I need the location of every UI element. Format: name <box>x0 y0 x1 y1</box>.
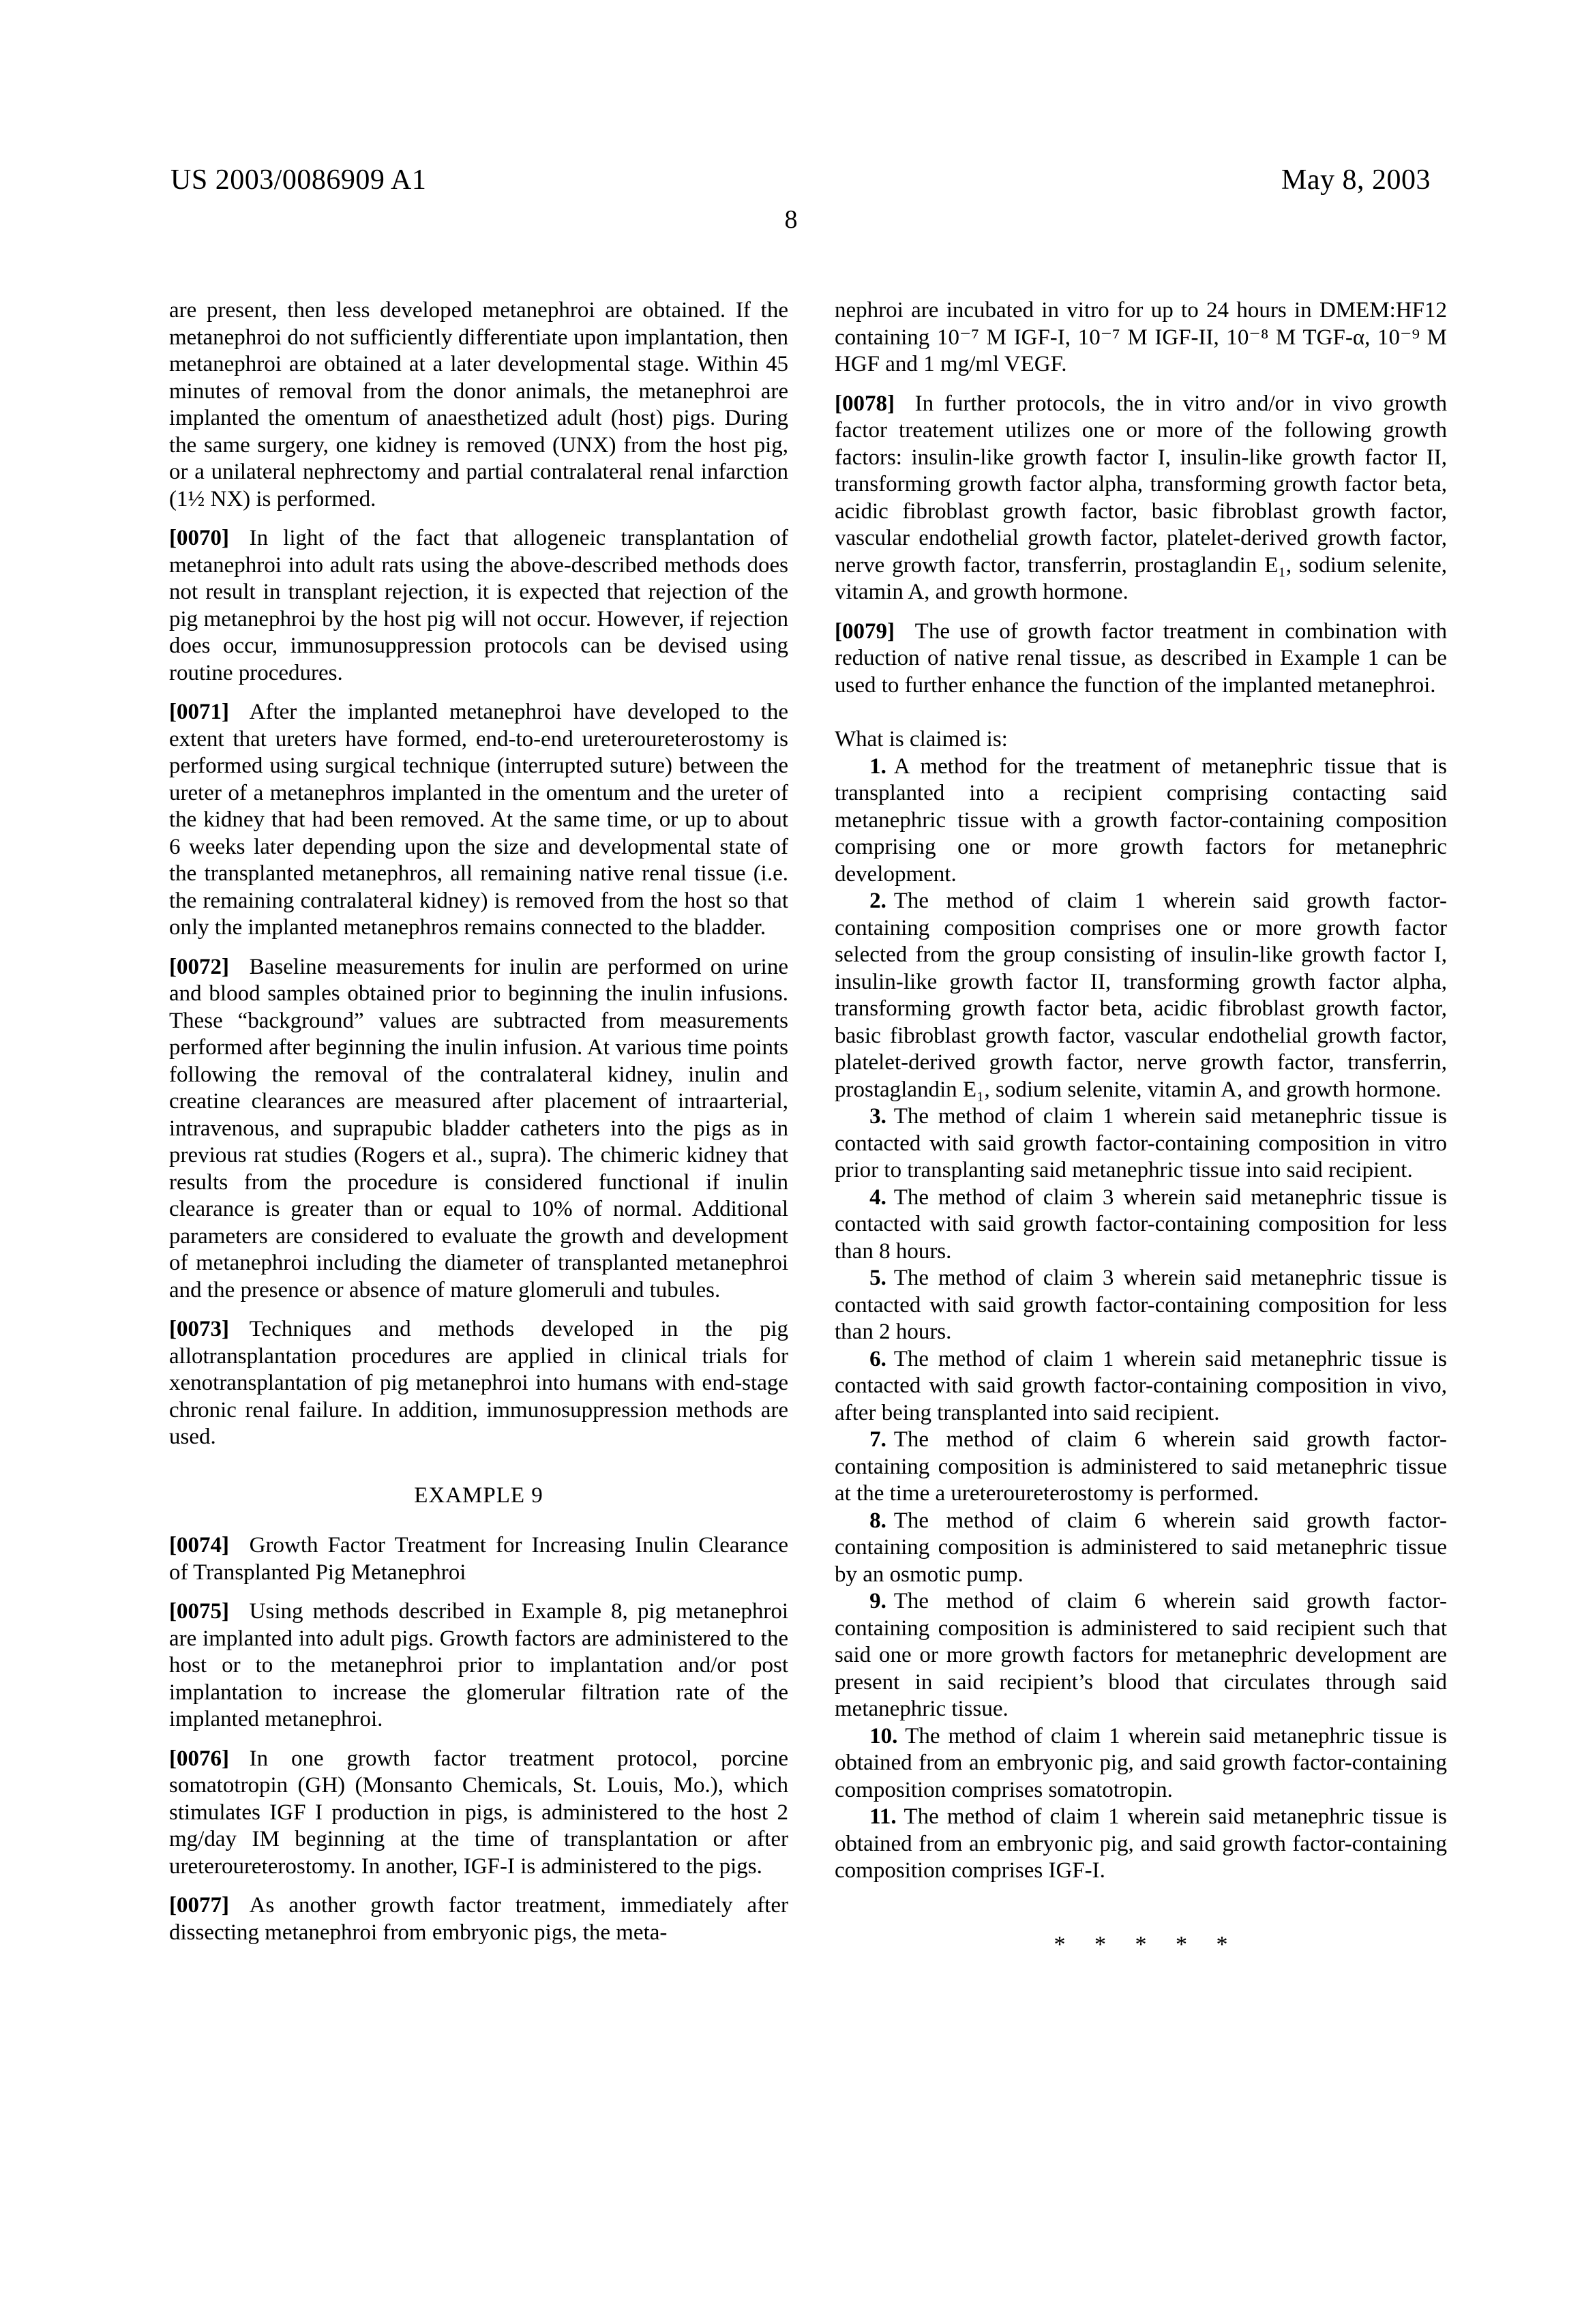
claim-text: The method of claim 1 wherein said metanephric tissue is contacted with said growth factor-containing composition in vitro prior to transplanting said metanephric tissue into said recipient. <box>835 1104 1447 1182</box>
end-of-claims-asterisks: * * * * * <box>1054 1931 1228 1957</box>
claim-1 <box>835 754 1447 889</box>
paragraph-0073 <box>169 1316 788 1451</box>
paragraph-text: Techniques and methods developed in the pig allotransplantation procedures are applied in clinical trials for xenotransplantation of pig metanephroi into humans with end-stage chronic renal failure. In addition, immunosuppression methods are used. <box>169 1317 788 1449</box>
paragraph-tag: [0078] <box>835 391 895 416</box>
claim-text: The method of claim 1 wherein said metanephric tissue is obtained from an embryonic pig, and said growth factor-containing composition comprises somatotropin. <box>835 1723 1447 1802</box>
claim-text: The method of claim 6 wherein said growth factor-containing composition is administered to said metanephric tissue by an osmotic pump. <box>835 1508 1447 1587</box>
publication-date: May 8, 2003 <box>1281 164 1431 196</box>
claim-8 <box>835 1508 1447 1589</box>
claim-text: The method of claim 6 wherein said growth factor-containing composition is administered to said recipient such that said one or more growth factors for metanephric development are present in said recipient’s blood that circulates through said metanephric tissue. <box>835 1589 1447 1721</box>
claim-number: 9. <box>869 1589 886 1613</box>
claim-number: 6. <box>869 1346 886 1371</box>
claim-text: A method for the treatment of metanephric tissue that is transplanted into a recipient comprising contacting said metanephric tissue with a growth factor-containing composition comprising one or more growth factors for metanephric development. <box>835 754 1447 887</box>
claim-number: 8. <box>869 1508 886 1533</box>
paragraph-tag: [0074] <box>169 1533 229 1558</box>
paragraph-0075 <box>169 1598 788 1733</box>
claim-number: 5. <box>869 1266 886 1290</box>
paragraph-tag: [0073] <box>169 1317 229 1341</box>
claim-2 <box>835 888 1447 1103</box>
claim-10 <box>835 1723 1447 1804</box>
paragraph-continuation-left <box>169 297 788 513</box>
claim-6 <box>835 1346 1447 1427</box>
paragraph-text: In further protocols, the in vitro and/or in vivo growth factor treatement utilizes one or more of the following growth factors: insulin-like growth factor I, insulin-like growth factor II, transforming growth factor alpha, transforming growth factor beta, acidic fibroblast growth factor, basic fibroblast growth factor, vascular endothelial growth factor, platelet-derived growth factor, nerve growth factor, transferrin, prostaglandin E₁, sodium selenite, vitamin A, and growth hormone. <box>835 391 1447 604</box>
claims-intro: What is claimed is: <box>835 727 1008 751</box>
claim-4 <box>835 1185 1447 1266</box>
paragraph-text: Using methods described in Example 8, pig metanephroi are implanted into adult pigs. Growth factors are administered to the host or to the metanephroi prior to implantation and/or post implantation to increase the glomerular filtration rate of the implanted metanephroi. <box>169 1599 788 1731</box>
paragraph-text: are present, then less developed metanephroi are obtained. If the metanephroi do not sufficiently differentiate upon implantation, then metanephroi are obtained at a later developmental stage. Within 45 minutes of removal from the donor animals, the metanephroi are implanted the omentum of anaesthetized adult (host) pigs. During the same surgery, one kidney is removed (UNX) from the host pig, or a unilateral nephrectomy and partial contralateral renal infarction (1½ NX) is performed. <box>169 298 788 511</box>
paragraph-0078 <box>835 391 1447 606</box>
paragraph-tag: [0079] <box>835 619 895 644</box>
left-column <box>169 297 788 1958</box>
claim-number: 10. <box>869 1723 898 1748</box>
claim-3 <box>835 1103 1447 1185</box>
paragraph-text: Baseline measurements for inulin are performed on urine and blood samples obtained prior to beginning the inulin infusions. These “background” values are subtracted from measurements performed after beginning the inulin infusion. At various time points following the removal of the contralateral kidney, inulin and creatine clearances are measured after placement of intraarterial, intravenous, and suprapubic bladder catheters into the pigs as in previous rat studies (Rogers et al., supra). The chimeric kidney that results from the procedure is considered functional if inulin clearance is greater than or equal to 10% of normal. Additional parameters are considered to evaluate the growth and development of metanephroi including the diameter of transplanted metanephroi and the presence or absence of mature glomeruli and tubules. <box>169 954 788 1302</box>
publication-number: US 2003/0086909 A1 <box>170 164 427 196</box>
paragraph-text: The use of growth factor treatment in combination with reduction of native renal tissue, as described in Example 1 can be used to further enhance the function of the implanted metanephroi. <box>835 619 1447 698</box>
paragraph-text: In one growth factor treatment protocol, porcine somatotropin (GH) (Monsanto Chemicals, St. Louis, Mo.), which stimulates IGF I production in pigs, is administered to the host 2 mg/day IM beginning at the time of transplantation or after ureteroureterostomy. In another, IGF-I is administered to the pigs. <box>169 1746 788 1879</box>
paragraph-tag: [0070] <box>169 526 229 550</box>
paragraph-text: After the implanted metanephroi have developed to the extent that ureters have formed, end-to-end ureteroureterostomy is performed using surgical technique (interrupted suture) between the ureter of a metanephros implanted in the omentum and the ureter of the kidney that had been removed. At the same time, or up to about 6 weeks later depending upon the size and developmental state of the transplanted metanephros, all remaining native renal tissue (i.e. the remaining contralateral kidney) is removed from the host so that only the implanted metanephros remains connected to the bladder. <box>169 700 788 940</box>
paragraph-0076 <box>169 1746 788 1881</box>
claim-number: 3. <box>869 1104 886 1129</box>
claim-9 <box>835 1588 1447 1723</box>
paragraph-continuation-right <box>835 297 1447 378</box>
claim-number: 11. <box>869 1804 897 1829</box>
claim-number: 7. <box>869 1427 886 1452</box>
claim-text: The method of claim 1 wherein said growth factor-containing composition comprises one or more growth factor selected from the group consisting of insulin-like growth factor I, insulin-like growth factor II, transforming growth factor alpha, transforming growth factor beta, acidic fibroblast growth factor, basic fibroblast growth factor, vascular endothelial growth factor, platelet-derived growth factor, nerve growth factor, transferrin, prostaglandin E₁, sodium selenite, vitamin A, and growth hormone. <box>835 889 1447 1102</box>
paragraph-text: In light of the fact that allogeneic transplantation of metanephroi into adult rats using the above-described methods does not result in transplant rejection, it is expected that rejection of the pig metanephroi by the host pig will not occur. However, if rejection does occur, immunosuppression protocols can be devised using routine procedures. <box>169 526 788 685</box>
paragraph-0072 <box>169 954 788 1305</box>
claim-text: The method of claim 1 wherein said metanephric tissue is obtained from an embryonic pig, and said growth factor-containing composition comprises IGF-I. <box>835 1804 1447 1883</box>
claim-text: The method of claim 6 wherein said growth factor-containing composition is administered to said metanephric tissue at the time a ureteroureterostomy is performed. <box>835 1427 1447 1506</box>
claim-number: 4. <box>869 1185 886 1210</box>
paragraph-0071 <box>169 699 788 942</box>
claim-5 <box>835 1265 1447 1346</box>
paragraph-0070 <box>169 525 788 687</box>
paragraph-tag: [0076] <box>169 1746 229 1771</box>
claim-11 <box>835 1804 1447 1885</box>
claim-number: 1. <box>869 754 886 779</box>
paragraph-text: As another growth factor treatment, immediately after dissecting metanephroi from embryonic pigs, the meta- <box>169 1893 788 1945</box>
paragraph-text: Growth Factor Treatment for Increasing Inulin Clearance of Transplanted Pig Metanephroi <box>169 1533 788 1585</box>
page-number: 8 <box>784 205 798 234</box>
example-9-heading: EXAMPLE 9 <box>414 1483 543 1508</box>
paragraph-0074 <box>169 1532 788 1586</box>
paragraph-tag: [0075] <box>169 1599 229 1624</box>
page-header <box>170 164 1431 196</box>
right-column <box>835 297 1447 1958</box>
claim-text: The method of claim 3 wherein said metanephric tissue is contacted with said growth factor-containing composition for less than 2 hours. <box>835 1266 1447 1344</box>
claim-text: The method of claim 3 wherein said metanephric tissue is contacted with said growth factor-containing composition for less than 8 hours. <box>835 1185 1447 1264</box>
paragraph-0079 <box>835 619 1447 700</box>
claim-number: 2. <box>869 889 886 913</box>
paragraph-text: nephroi are incubated in vitro for up to 24 hours in DMEM:HF12 containing 10⁻⁷ M IGF-I, 10⁻⁷ M IGF-II, 10⁻⁸ M TGF-α, 10⁻⁹ M HGF and 1 mg/ml VEGF. <box>835 298 1447 376</box>
claim-7 <box>835 1427 1447 1508</box>
paragraph-tag: [0071] <box>169 700 229 724</box>
paragraph-tag: [0072] <box>169 954 229 979</box>
claim-text: The method of claim 1 wherein said metanephric tissue is contacted with said growth factor-containing composition in vivo, after being transplanted into said recipient. <box>835 1346 1447 1425</box>
paragraph-0077 <box>169 1892 788 1946</box>
paragraph-tag: [0077] <box>169 1893 229 1918</box>
